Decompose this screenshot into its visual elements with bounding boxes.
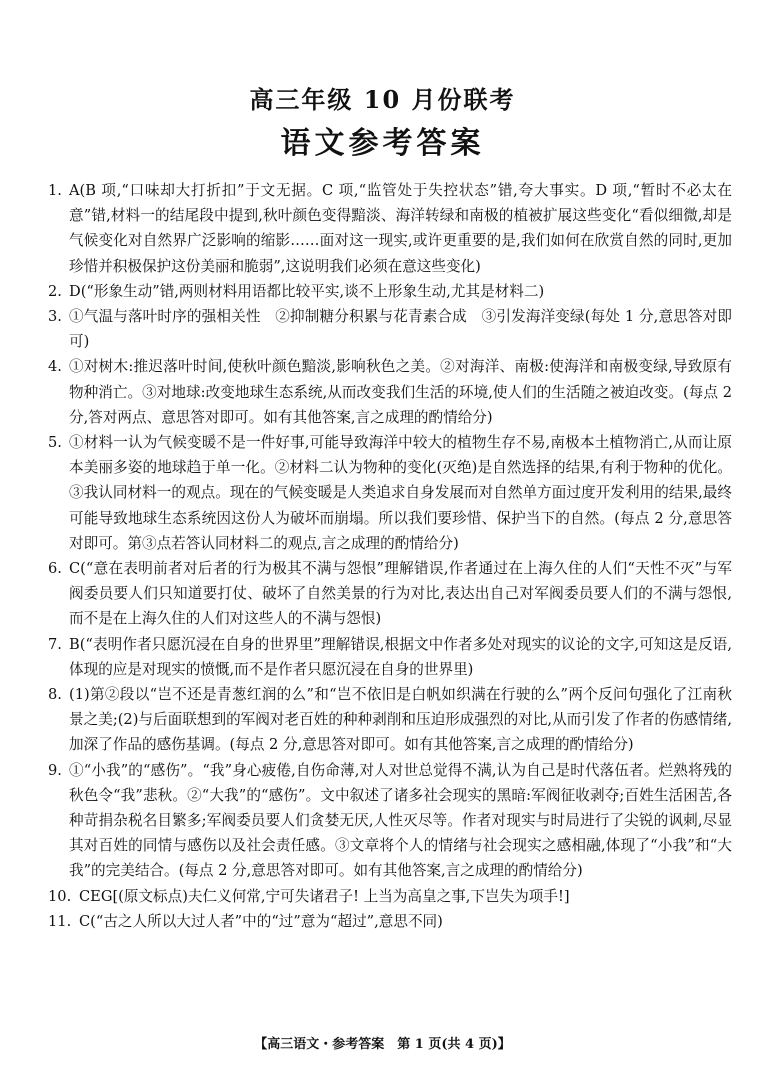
answer-number: 1.	[48, 182, 62, 199]
document-subtitle: 语文参考答案	[280, 126, 485, 161]
answer-item	[48, 632, 732, 682]
answer-item	[48, 556, 732, 632]
answer-item	[48, 909, 732, 934]
answer-number: 6.	[48, 560, 62, 578]
answer-number: 10.	[48, 887, 72, 905]
answer-text: C(“意在表明前者对后者的行为极其不满与怨恨”理解错误,作者通过在上海久住的人们“天性不灭”与军阀委员要人们只知道要打仗、破坏了自然美景的行为对比,表达出自己对军阀委员要人们的不满与怨恨,而不是在上海久住的人们对这些人的不满与怨恨)	[69, 560, 732, 628]
answer-item	[48, 682, 732, 758]
answer-text: B(“表明作者只愿沉浸在自身的世界里”理解错误,根据文中作者多处对现实的议论的文字,可知这是反语,体现的应是对现实的愤慨,而不是作者只愿沉浸在自身的世界里)	[69, 635, 732, 678]
answer-text: A(B 项,“口味却大打折扣”于文无据。C 项,“监管处于失控状态”错,夸大事实。D 项,“暂时不必太在意”错,材料一的结尾段中提到,秋叶颜色变得黯淡、海洋转绿和南极的植被扩展这些变化“看似细微,却是气候变化对自然界广泛影响的缩影……面对这一现实,或许更重要的是,我们如何在欣赏自然的同时,更加珍惜并积极保护这份美丽和脆弱”,这说明我们必须在意这些变化)	[69, 182, 732, 275]
answer-text: D(“形象生动”错,两则材料用语都比较平实,谈不上形象生动,尤其是材料二)	[69, 282, 545, 300]
answer-number: 9.	[48, 761, 62, 779]
answer-number: 11.	[48, 912, 72, 930]
answer-text: C(“古之人所以大过人者”中的“过”意为“超过”,意思不同)	[79, 912, 443, 930]
answer-number: 4.	[48, 358, 62, 376]
answer-text: ①气温与落叶时序的强相关性 ②抑制糖分积累与花青素合成 ③引发海洋变绿(每处 1 分,意思答对即可)	[69, 308, 732, 351]
page-footer: 【高三语文・参考答案 第 1 页(共 4 页)】	[254, 1037, 511, 1052]
answer-text: ①“小我”的“感伤”。“我”身心疲倦,自伤命薄,对人对世总觉得不满,认为自己是时代落伍者。烂熟将残的秋色令“我”悲秋。②“大我”的“感伤”。文中叙述了诸多社会现实的黑暗:军阀征收剥夺;百姓生活困苦,各种苛捐杂税名目繁多;军阀委员要人们贪婪无厌,人性灭尽等。作者对现实与时局进行了尖锐的讽刺,尽显其对百姓的同情与感伤以及社会责任感。③文章将个人的情绪与社会现实之感相融,体现了“小我”和“大我”的完美结合。(每点 2 分,意思答对即可。如有其他答案,言之成理的酌情给分)	[69, 761, 732, 880]
answer-text: (1)第②段以“岂不还是青葱红润的么”和“岂不依旧是白帆如织满在行驶的么”两个反问句强化了江南秋景之美;(2)与后面联想到的军阀对老百姓的种种剥削和压迫形成强烈的对比,从而引发了作者的伤感情绪,加深了作品的感伤基调。(每点 2 分,意思答对即可。如有其他答案,言之成理的酌情给分)	[69, 686, 732, 754]
answer-item	[48, 304, 732, 354]
answer-item	[48, 758, 732, 884]
answer-number: 8.	[48, 686, 62, 704]
answer-list	[48, 178, 732, 934]
answer-item	[48, 279, 732, 304]
answer-number: 2.	[48, 282, 62, 300]
answer-item	[48, 884, 732, 909]
answer-text: CEG[(原文标点)夫仁义何常,宁可失诸君子! 上当为高皇之事,下岂失为项手!]	[79, 887, 570, 905]
answer-number: 3.	[48, 308, 62, 326]
answer-number: 5.	[48, 434, 62, 452]
exam-title: 高三年级 10 月份联考	[249, 85, 516, 114]
answer-item	[48, 430, 732, 556]
answer-text: ①对树木:推迟落叶时间,使秋叶颜色黯淡,影响秋色之美。②对海洋、南极:使海洋和南极变绿,导致原有物种消亡。③对地球:改变地球生态系统,从而改变我们生活的环境,使人们的生活随之被迫改变。(每点 2 分,答对两点、意思答对即可。如有其他答案,言之成理的酌情给分)	[69, 358, 732, 426]
answer-item	[48, 354, 732, 430]
answer-item	[48, 178, 732, 279]
answer-text: ①材料一认为气候变暖不是一件好事,可能导致海洋中较大的植物生存不易,南极本土植物消亡,从而让原本美丽多姿的地球趋于单一化。②材料二认为物种的变化(灭绝)是自然选择的结果,有利于物种的优化。③我认同材料一的观点。现在的气候变暖是人类追求自身发展而对自然单方面过度开发利用的结果,最终可能导致地球生态系统因这份人为破坏而崩塌。所以我们要珍惜、保护当下的自然。(每点 2 分,意思答对即可。第③点若答认同材料二的观点,言之成理的酌情给分)	[69, 434, 732, 552]
answer-number: 7.	[48, 635, 62, 653]
